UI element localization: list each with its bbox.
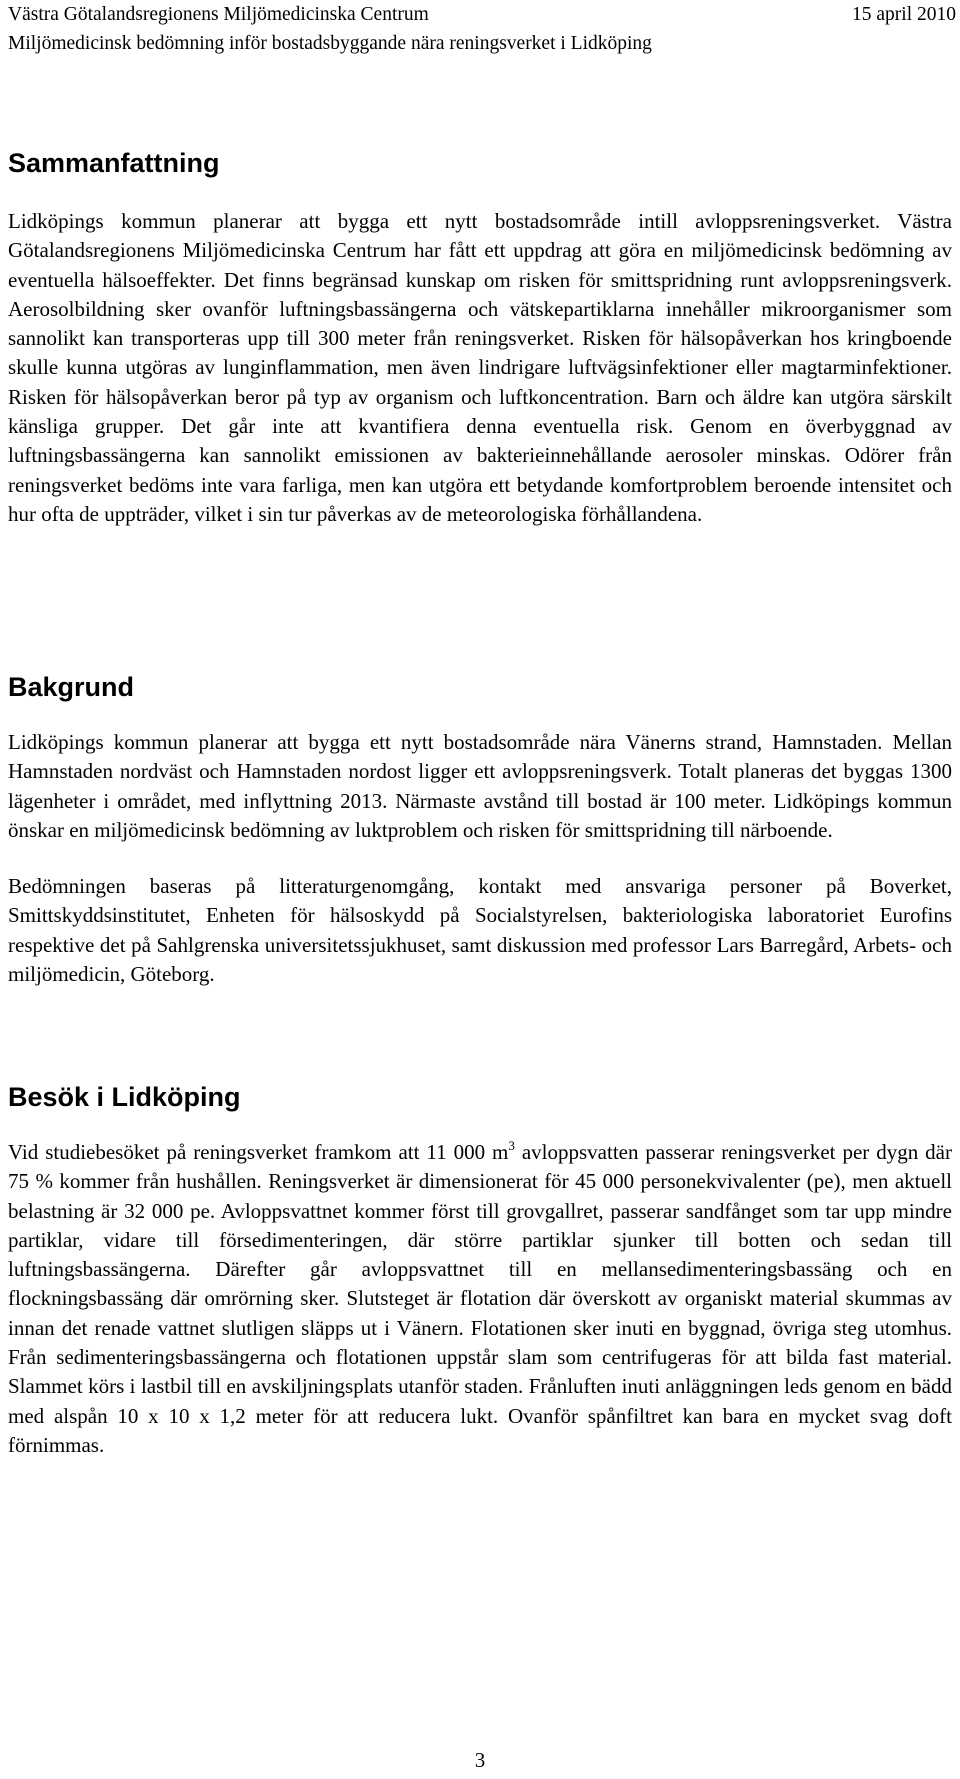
summary-heading: Sammanfattning <box>8 148 220 178</box>
summary-paragraph: Lidköpings kommun planerar att bygga ett nytt bostadsområde intill avloppsreningsverket. Västra Götalandsregionens Miljömedicinska Centrum har fått ett uppdrag att göra en miljömedicinsk bedömning av eventuella hälsoeffekter. Det finns begränsad kunskap om risken för smittspridning runt avloppsreningsverk. Aerosolbildning sker ovanför luftningsbassängerna och vätskepartiklarna innehåller mikroorganismer som sannolikt kan transporteras upp till 300 meter från reningsverket. Risken för hälsopåverkan hos kringboende skulle kunna utgöras av lunginflammation, men även lindrigare luftvägsinfektioner eller magtarminfektioner. Risken för hälsopåverkan beror på typ av organism och luftkoncentration. Barn och äldre kan utgöra särskilt känsliga grupper. Det går inte att kvantifiera denna eventuella risk. Genom en överbyggnad av luftningsbassängerna kan sannolikt emissionen av bakterieinnehållande aerosoler minskas. Odörer från reningsverket bedöms inte vara farliga, men kan utgöra ett betydande komfortproblem beroende intensitet och hur ofta de uppträder, vilket i sin tur påverkas av de meteorologiska förhållandena. <box>8 209 952 526</box>
background-paragraph-2: Bedömningen baseras på litteraturgenomgång, kontakt med ansvariga personer på Boverket, Smittskyddsinstitutet, Enheten för hälsoskydd på Socialstyrelsen, bakteriologiska laboratoriet Eurofins respektive det på Sahlgrenska universitetssjukhuset, samt diskussion med professor Lars Barregård, Arbets- och miljömedicin, Göteborg. <box>8 874 952 987</box>
report-title: Miljömedicinsk bedömning inför bostadsbyggande nära reningsverket i Lidköping <box>8 33 652 54</box>
background-heading: Bakgrund <box>8 672 135 702</box>
section-summary <box>8 146 952 529</box>
section-background <box>8 670 952 989</box>
section-visit <box>8 1080 952 1460</box>
visit-heading: Besök i Lidköping <box>8 1082 241 1112</box>
visit-paragraph-start: Vid studiebesöket på reningsverket framkom att 11 000 m <box>8 1140 509 1164</box>
background-paragraph-1: Lidköpings kommun planerar att bygga ett nytt bostadsområde nära Vänerns strand, Hamnstaden. Mellan Hamnstaden nordväst och Hamnstaden nordost ligger ett avloppsreningsverk. Totalt planeras det byggas 1300 lägenheter i området, med inflyttning 2013. Närmaste avstånd till bostad är 100 meter. Lidköpings kommun önskar en miljömedicinsk bedömning av luktproblem och risken för smittspridning till närboende. <box>8 730 952 842</box>
page-header <box>8 0 956 58</box>
visit-paragraph-rest: avloppsvatten passerar reningsverket per dygn där 75 % kommer från hushållen. Reningsverket är dimensionerat för 45 000 personekvivalenter (pe), men aktuell belastning är 32 000 pe. Avloppsvattnet kommer först till grovgallret, passerar sandfånget som tar upp mindre partiklar, vidare till försedimenteringen, där större partiklar sjunker till botten och sedan till luftningsbassängerna. Därefter går avloppsvattnet till en mellansedimenteringsbassäng och en flockningsbassäng där omrörning sker. Slutsteget är flotation där överskott av organiskt material skummas av innan det renade vattnet slutligen släpps ut i Vänern. Flotationen sker inuti en byggnad, övriga steg utomhus. Från sedimenteringsbassängerna och flotationen uppstår slam som centrifugeras för att bilda fast material. Slammet körs i lastbil till en avskiljningsplats utanför staden. Frånluften inuti anläggningen leds genom en bädd med alspån 10 x 10 x 1,2 meter för att reducera lukt. Ovanför spånfiltret kan bara en mycket svag doft förnimmas. <box>8 1140 952 1457</box>
page-number: 3 <box>474 1748 486 1772</box>
visit-paragraph <box>8 1138 952 1460</box>
header-bottom-row <box>8 29 956 58</box>
header-top-row <box>8 0 956 29</box>
cubic-superscript: 3 <box>508 1138 515 1153</box>
document-date: 15 april 2010 <box>852 4 956 25</box>
organization-name: Västra Götalandsregionens Miljömedicinska Centrum <box>8 4 429 25</box>
